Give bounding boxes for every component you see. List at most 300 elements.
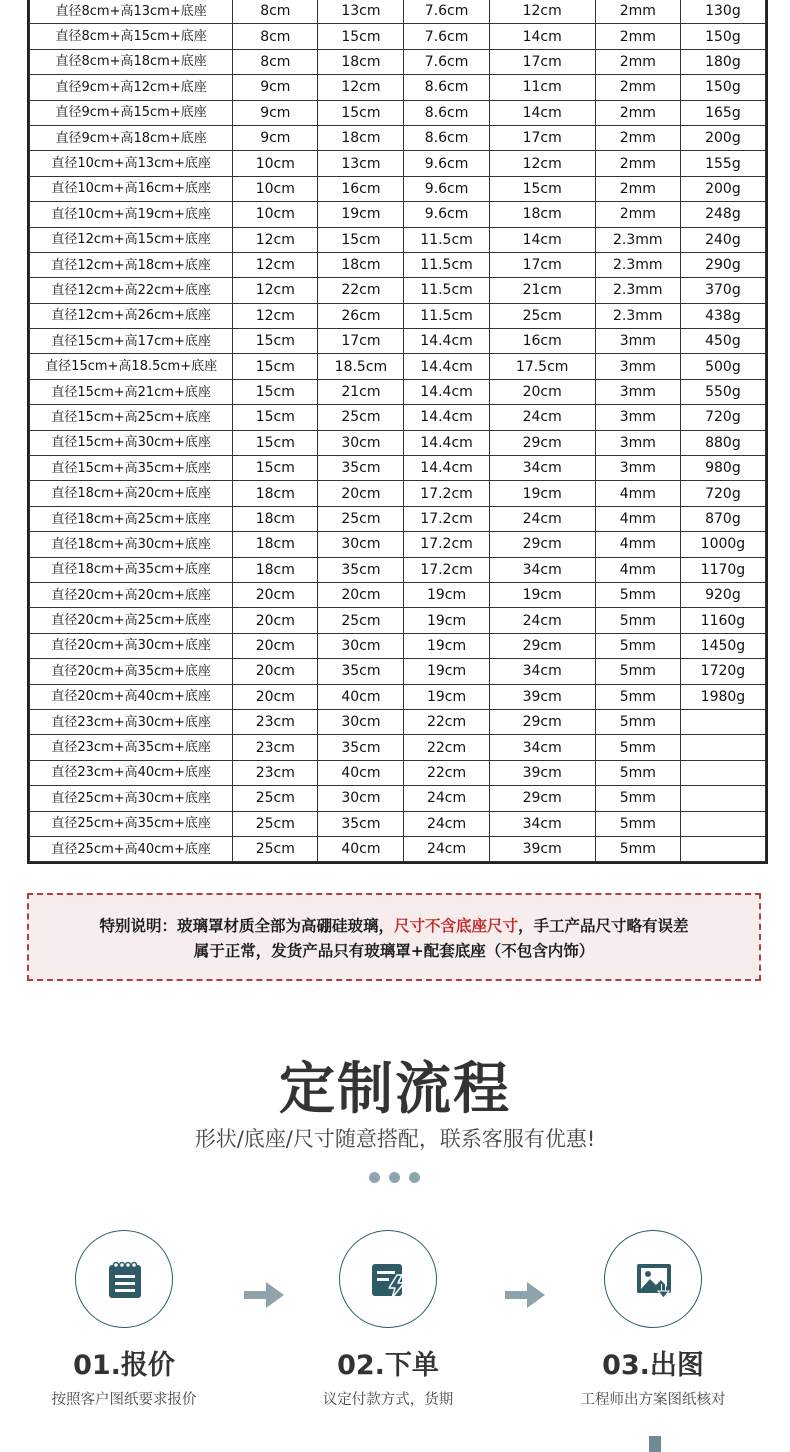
cell-weight: 980g <box>680 456 765 481</box>
cell-product-name: 直径12cm+高18cm+底座 <box>30 252 233 277</box>
cell-height: 40cm <box>318 760 404 785</box>
cell-diameter: 20cm <box>233 633 318 658</box>
dot <box>409 1172 420 1183</box>
cell-product-name: 直径15cm+高21cm+底座 <box>30 379 233 404</box>
cell-product-name: 直径12cm+高26cm+底座 <box>30 303 233 328</box>
table-row <box>30 456 766 481</box>
cell-product-name: 直径8cm+高18cm+底座 <box>30 49 233 74</box>
step-2-icon-circle <box>339 1230 437 1328</box>
cell-diameter: 25cm <box>233 811 318 836</box>
cell-diameter: 25cm <box>233 786 318 811</box>
cell-diameter: 9cm <box>233 75 318 100</box>
cell-product-name: 直径8cm+高13cm+底座 <box>30 0 233 24</box>
cell-inner-height: 34cm <box>489 659 595 684</box>
cell-inner-diameter: 22cm <box>404 709 489 734</box>
cell-thickness: 2mm <box>595 176 680 201</box>
table-row <box>30 709 766 734</box>
cell-thickness: 2.3mm <box>595 278 680 303</box>
cell-weight: 1720g <box>680 659 765 684</box>
cell-inner-diameter: 9.6cm <box>404 176 489 201</box>
cell-inner-height: 14cm <box>489 24 595 49</box>
table-row <box>30 684 766 709</box>
cell-inner-diameter: 17.2cm <box>404 557 489 582</box>
cell-inner-diameter: 9.6cm <box>404 151 489 176</box>
cell-weight <box>680 709 765 734</box>
cell-inner-height: 29cm <box>489 633 595 658</box>
cell-inner-height: 11cm <box>489 75 595 100</box>
cell-inner-diameter: 7.6cm <box>404 0 489 24</box>
cell-thickness: 2mm <box>595 0 680 24</box>
cell-weight: 870g <box>680 506 765 531</box>
cell-height: 15cm <box>318 24 404 49</box>
step-1-icon-circle <box>75 1230 173 1328</box>
table-row <box>30 760 766 785</box>
cell-weight: 550g <box>680 379 765 404</box>
cell-product-name: 直径9cm+高12cm+底座 <box>30 75 233 100</box>
dot <box>369 1172 380 1183</box>
cell-inner-height: 39cm <box>489 836 595 861</box>
step-3-desc: 工程师出方案图纸核对 <box>580 1392 726 1408</box>
cell-thickness: 2.3mm <box>595 252 680 277</box>
cell-thickness: 5mm <box>595 608 680 633</box>
cell-thickness: 5mm <box>595 709 680 734</box>
dot <box>389 1172 400 1183</box>
cell-inner-diameter: 17.2cm <box>404 481 489 506</box>
cell-diameter: 25cm <box>233 836 318 861</box>
cell-inner-diameter: 14.4cm <box>404 405 489 430</box>
table-row <box>30 75 766 100</box>
table-row <box>30 532 766 557</box>
cell-height: 35cm <box>318 557 404 582</box>
cell-inner-height: 39cm <box>489 684 595 709</box>
cell-inner-diameter: 22cm <box>404 735 489 760</box>
cell-inner-height: 21cm <box>489 278 595 303</box>
cell-thickness: 3mm <box>595 456 680 481</box>
cell-weight: 155g <box>680 151 765 176</box>
cell-weight: 1170g <box>680 557 765 582</box>
cell-height: 21cm <box>318 379 404 404</box>
cell-inner-diameter: 7.6cm <box>404 24 489 49</box>
table-row <box>30 24 766 49</box>
cell-height: 18.5cm <box>318 354 404 379</box>
cell-thickness: 4mm <box>595 532 680 557</box>
cell-weight: 290g <box>680 252 765 277</box>
cell-product-name: 直径15cm+高30cm+底座 <box>30 430 233 455</box>
cell-diameter: 23cm <box>233 760 318 785</box>
spec-table-container <box>27 0 768 864</box>
cell-inner-diameter: 19cm <box>404 659 489 684</box>
cell-inner-diameter: 14.4cm <box>404 354 489 379</box>
cell-inner-diameter: 8.6cm <box>404 75 489 100</box>
cell-inner-diameter: 24cm <box>404 786 489 811</box>
cell-weight <box>680 811 765 836</box>
next-section-bar <box>649 1436 661 1452</box>
cell-height: 15cm <box>318 100 404 125</box>
notice-text-prefix: 特别说明：玻璃罩材质全部为高硼硅玻璃， <box>99 917 394 935</box>
cell-product-name: 直径15cm+高18.5cm+底座 <box>30 354 233 379</box>
cell-thickness: 5mm <box>595 836 680 861</box>
table-row <box>30 481 766 506</box>
table-row <box>30 125 766 150</box>
arrow-right-icon <box>244 1282 284 1308</box>
cell-inner-height: 17.5cm <box>489 354 595 379</box>
cell-diameter: 20cm <box>233 659 318 684</box>
cell-diameter: 12cm <box>233 227 318 252</box>
cell-height: 18cm <box>318 125 404 150</box>
cell-inner-height: 24cm <box>489 608 595 633</box>
notice-text-suffix: ，手工产品尺寸略有误差 <box>518 917 689 935</box>
notice-highlight: 尺寸不含底座尺寸 <box>393 917 518 935</box>
cell-diameter: 18cm <box>233 481 318 506</box>
cell-inner-height: 18cm <box>489 202 595 227</box>
cell-diameter: 9cm <box>233 125 318 150</box>
cell-height: 22cm <box>318 278 404 303</box>
cell-inner-height: 16cm <box>489 329 595 354</box>
drawing-icon <box>634 1260 674 1300</box>
cell-diameter: 18cm <box>233 506 318 531</box>
table-row <box>30 659 766 684</box>
table-row <box>30 100 766 125</box>
cell-weight: 720g <box>680 481 765 506</box>
cell-product-name: 直径23cm+高40cm+底座 <box>30 760 233 785</box>
cell-thickness: 5mm <box>595 684 680 709</box>
table-row <box>30 354 766 379</box>
table-row <box>30 0 766 24</box>
cell-thickness: 2mm <box>595 100 680 125</box>
cell-inner-diameter: 7.6cm <box>404 49 489 74</box>
cell-inner-diameter: 14.4cm <box>404 430 489 455</box>
table-row <box>30 735 766 760</box>
cell-weight: 248g <box>680 202 765 227</box>
cell-height: 25cm <box>318 506 404 531</box>
cell-product-name: 直径23cm+高35cm+底座 <box>30 735 233 760</box>
table-row <box>30 303 766 328</box>
cell-weight: 450g <box>680 329 765 354</box>
cell-height: 17cm <box>318 329 404 354</box>
cell-height: 20cm <box>318 582 404 607</box>
cell-diameter: 20cm <box>233 684 318 709</box>
cell-product-name: 直径9cm+高15cm+底座 <box>30 100 233 125</box>
step-1-desc: 按照客户图纸要求报价 <box>51 1392 197 1408</box>
cell-product-name: 直径20cm+高40cm+底座 <box>30 684 233 709</box>
cell-weight <box>680 836 765 861</box>
cell-weight <box>680 760 765 785</box>
arrow-right-icon <box>505 1282 545 1308</box>
cell-inner-diameter: 11.5cm <box>404 303 489 328</box>
cell-product-name: 直径18cm+高20cm+底座 <box>30 481 233 506</box>
cell-weight: 720g <box>680 405 765 430</box>
table-row <box>30 227 766 252</box>
cell-thickness: 4mm <box>595 557 680 582</box>
cell-inner-height: 14cm <box>489 227 595 252</box>
cell-weight: 1160g <box>680 608 765 633</box>
cell-thickness: 5mm <box>595 760 680 785</box>
cell-inner-height: 20cm <box>489 379 595 404</box>
cell-inner-diameter: 11.5cm <box>404 227 489 252</box>
cell-inner-height: 14cm <box>489 100 595 125</box>
cell-inner-diameter: 19cm <box>404 684 489 709</box>
step-3-title: 03.出图 <box>602 1350 704 1381</box>
cell-inner-height: 29cm <box>489 430 595 455</box>
cell-weight: 200g <box>680 125 765 150</box>
cell-diameter: 8cm <box>233 0 318 24</box>
cell-diameter: 8cm <box>233 24 318 49</box>
cell-thickness: 2mm <box>595 24 680 49</box>
cell-inner-diameter: 24cm <box>404 811 489 836</box>
cell-inner-diameter: 8.6cm <box>404 125 489 150</box>
cell-thickness: 2mm <box>595 75 680 100</box>
cell-inner-height: 24cm <box>489 506 595 531</box>
table-row <box>30 608 766 633</box>
cell-product-name: 直径10cm+高16cm+底座 <box>30 176 233 201</box>
cell-thickness: 2mm <box>595 202 680 227</box>
notepad-icon <box>105 1260 145 1300</box>
cell-product-name: 直径20cm+高20cm+底座 <box>30 582 233 607</box>
cell-diameter: 18cm <box>233 532 318 557</box>
cell-inner-diameter: 19cm <box>404 608 489 633</box>
cell-product-name: 直径10cm+高19cm+底座 <box>30 202 233 227</box>
cell-thickness: 2.3mm <box>595 303 680 328</box>
cell-height: 13cm <box>318 0 404 24</box>
cell-thickness: 3mm <box>595 329 680 354</box>
cell-diameter: 20cm <box>233 582 318 607</box>
cell-height: 20cm <box>318 481 404 506</box>
cell-product-name: 直径20cm+高25cm+底座 <box>30 608 233 633</box>
cell-inner-height: 17cm <box>489 125 595 150</box>
cell-inner-diameter: 11.5cm <box>404 278 489 303</box>
cell-inner-height: 19cm <box>489 481 595 506</box>
cell-product-name: 直径20cm+高35cm+底座 <box>30 659 233 684</box>
cell-product-name: 直径23cm+高30cm+底座 <box>30 709 233 734</box>
table-row <box>30 582 766 607</box>
cell-inner-height: 29cm <box>489 532 595 557</box>
cell-inner-height: 34cm <box>489 735 595 760</box>
cell-diameter: 10cm <box>233 202 318 227</box>
cell-diameter: 15cm <box>233 354 318 379</box>
cell-weight: 370g <box>680 278 765 303</box>
cell-inner-height: 24cm <box>489 405 595 430</box>
cell-weight: 240g <box>680 227 765 252</box>
cell-weight: 165g <box>680 100 765 125</box>
cell-inner-height: 39cm <box>489 760 595 785</box>
table-row <box>30 329 766 354</box>
cell-inner-height: 12cm <box>489 0 595 24</box>
cell-weight: 150g <box>680 24 765 49</box>
cell-weight: 180g <box>680 49 765 74</box>
process-subtitle: 形状/底座/尺寸随意搭配，联系客服有优惠! <box>194 1127 596 1151</box>
cell-product-name: 直径25cm+高30cm+底座 <box>30 786 233 811</box>
process-title: 定制流程 <box>279 1057 511 1122</box>
cell-diameter: 15cm <box>233 456 318 481</box>
cell-height: 15cm <box>318 227 404 252</box>
cell-inner-diameter: 17.2cm <box>404 506 489 531</box>
cell-inner-diameter: 9.6cm <box>404 202 489 227</box>
cell-inner-diameter: 11.5cm <box>404 252 489 277</box>
cell-height: 12cm <box>318 75 404 100</box>
table-row <box>30 557 766 582</box>
cell-thickness: 5mm <box>595 811 680 836</box>
cell-weight: 150g <box>680 75 765 100</box>
cell-thickness: 4mm <box>595 506 680 531</box>
cell-inner-height: 15cm <box>489 176 595 201</box>
cell-weight: 920g <box>680 582 765 607</box>
cell-height: 30cm <box>318 430 404 455</box>
cell-product-name: 直径18cm+高35cm+底座 <box>30 557 233 582</box>
cell-inner-height: 19cm <box>489 582 595 607</box>
cell-height: 18cm <box>318 49 404 74</box>
cell-height: 35cm <box>318 659 404 684</box>
cell-diameter: 9cm <box>233 100 318 125</box>
order-icon <box>369 1260 409 1300</box>
cell-inner-diameter: 19cm <box>404 582 489 607</box>
cell-inner-diameter: 22cm <box>404 760 489 785</box>
cell-inner-diameter: 14.4cm <box>404 456 489 481</box>
cell-height: 30cm <box>318 786 404 811</box>
table-row <box>30 836 766 861</box>
cell-diameter: 23cm <box>233 709 318 734</box>
step-1-title: 01.报价 <box>73 1350 175 1381</box>
cell-inner-height: 12cm <box>489 151 595 176</box>
table-row <box>30 811 766 836</box>
cell-thickness: 2mm <box>595 125 680 150</box>
cell-thickness: 5mm <box>595 735 680 760</box>
cell-product-name: 直径15cm+高25cm+底座 <box>30 405 233 430</box>
table-row <box>30 430 766 455</box>
spec-table-body <box>30 0 766 862</box>
table-row <box>30 176 766 201</box>
cell-product-name: 直径25cm+高40cm+底座 <box>30 836 233 861</box>
cell-diameter: 20cm <box>233 608 318 633</box>
step-2-desc: 议定付款方式，货期 <box>322 1392 454 1408</box>
cell-diameter: 10cm <box>233 176 318 201</box>
cell-inner-height: 17cm <box>489 49 595 74</box>
cell-height: 25cm <box>318 405 404 430</box>
cell-diameter: 15cm <box>233 405 318 430</box>
cell-inner-diameter: 14.4cm <box>404 329 489 354</box>
cell-inner-height: 34cm <box>489 811 595 836</box>
cell-product-name: 直径8cm+高15cm+底座 <box>30 24 233 49</box>
cell-height: 16cm <box>318 176 404 201</box>
cell-inner-height: 17cm <box>489 252 595 277</box>
cell-inner-height: 29cm <box>489 786 595 811</box>
cell-diameter: 12cm <box>233 278 318 303</box>
cell-thickness: 3mm <box>595 354 680 379</box>
cell-diameter: 12cm <box>233 303 318 328</box>
cell-inner-diameter: 24cm <box>404 836 489 861</box>
cell-weight: 880g <box>680 430 765 455</box>
cell-inner-diameter: 19cm <box>404 633 489 658</box>
cell-diameter: 23cm <box>233 735 318 760</box>
cell-diameter: 12cm <box>233 252 318 277</box>
cell-product-name: 直径25cm+高35cm+底座 <box>30 811 233 836</box>
cell-thickness: 3mm <box>595 379 680 404</box>
cell-diameter: 15cm <box>233 329 318 354</box>
cell-weight: 130g <box>680 0 765 24</box>
cell-height: 25cm <box>318 608 404 633</box>
table-row <box>30 49 766 74</box>
step-2-title: 02.下单 <box>337 1350 439 1381</box>
table-row <box>30 151 766 176</box>
cell-inner-diameter: 8.6cm <box>404 100 489 125</box>
cell-product-name: 直径12cm+高15cm+底座 <box>30 227 233 252</box>
cell-weight: 438g <box>680 303 765 328</box>
cell-height: 30cm <box>318 709 404 734</box>
table-row <box>30 506 766 531</box>
cell-weight <box>680 735 765 760</box>
cell-product-name: 直径18cm+高25cm+底座 <box>30 506 233 531</box>
cell-product-name: 直径10cm+高13cm+底座 <box>30 151 233 176</box>
cell-inner-height: 25cm <box>489 303 595 328</box>
cell-diameter: 10cm <box>233 151 318 176</box>
cell-inner-height: 34cm <box>489 557 595 582</box>
table-row <box>30 786 766 811</box>
cell-thickness: 3mm <box>595 405 680 430</box>
cell-thickness: 4mm <box>595 481 680 506</box>
cell-thickness: 5mm <box>595 659 680 684</box>
cell-inner-diameter: 17.2cm <box>404 532 489 557</box>
cell-weight: 1980g <box>680 684 765 709</box>
cell-inner-height: 34cm <box>489 456 595 481</box>
cell-height: 26cm <box>318 303 404 328</box>
cell-product-name: 直径18cm+高30cm+底座 <box>30 532 233 557</box>
cell-product-name: 直径15cm+高17cm+底座 <box>30 329 233 354</box>
cell-diameter: 18cm <box>233 557 318 582</box>
table-row <box>30 252 766 277</box>
cell-thickness: 2.3mm <box>595 227 680 252</box>
cell-diameter: 15cm <box>233 379 318 404</box>
cell-weight: 500g <box>680 354 765 379</box>
cell-thickness: 2mm <box>595 151 680 176</box>
cell-thickness: 5mm <box>595 786 680 811</box>
cell-diameter: 15cm <box>233 430 318 455</box>
cell-height: 40cm <box>318 836 404 861</box>
cell-height: 35cm <box>318 735 404 760</box>
cell-inner-diameter: 14.4cm <box>404 379 489 404</box>
notice-line-2: 属于正常，发货产品只有玻璃罩+配套底座（不包含内饰） <box>193 942 595 960</box>
cell-product-name: 直径15cm+高35cm+底座 <box>30 456 233 481</box>
table-row <box>30 405 766 430</box>
notice-line-1 <box>29 914 759 939</box>
decorative-dots <box>369 1172 423 1184</box>
table-row <box>30 633 766 658</box>
cell-thickness: 2mm <box>595 49 680 74</box>
cell-height: 13cm <box>318 151 404 176</box>
cell-height: 30cm <box>318 633 404 658</box>
cell-height: 18cm <box>318 252 404 277</box>
spec-table <box>29 0 766 862</box>
cell-weight <box>680 786 765 811</box>
cell-inner-height: 29cm <box>489 709 595 734</box>
cell-thickness: 5mm <box>595 582 680 607</box>
special-notice <box>27 893 761 981</box>
cell-weight: 1450g <box>680 633 765 658</box>
cell-diameter: 8cm <box>233 49 318 74</box>
cell-thickness: 3mm <box>595 430 680 455</box>
cell-weight: 1000g <box>680 532 765 557</box>
table-row <box>30 202 766 227</box>
cell-height: 40cm <box>318 684 404 709</box>
cell-product-name: 直径20cm+高30cm+底座 <box>30 633 233 658</box>
cell-height: 30cm <box>318 532 404 557</box>
step-3-icon-circle <box>604 1230 702 1328</box>
cell-height: 35cm <box>318 811 404 836</box>
cell-height: 19cm <box>318 202 404 227</box>
cell-weight: 200g <box>680 176 765 201</box>
cell-product-name: 直径12cm+高22cm+底座 <box>30 278 233 303</box>
cell-product-name: 直径9cm+高18cm+底座 <box>30 125 233 150</box>
cell-height: 35cm <box>318 456 404 481</box>
table-row <box>30 278 766 303</box>
